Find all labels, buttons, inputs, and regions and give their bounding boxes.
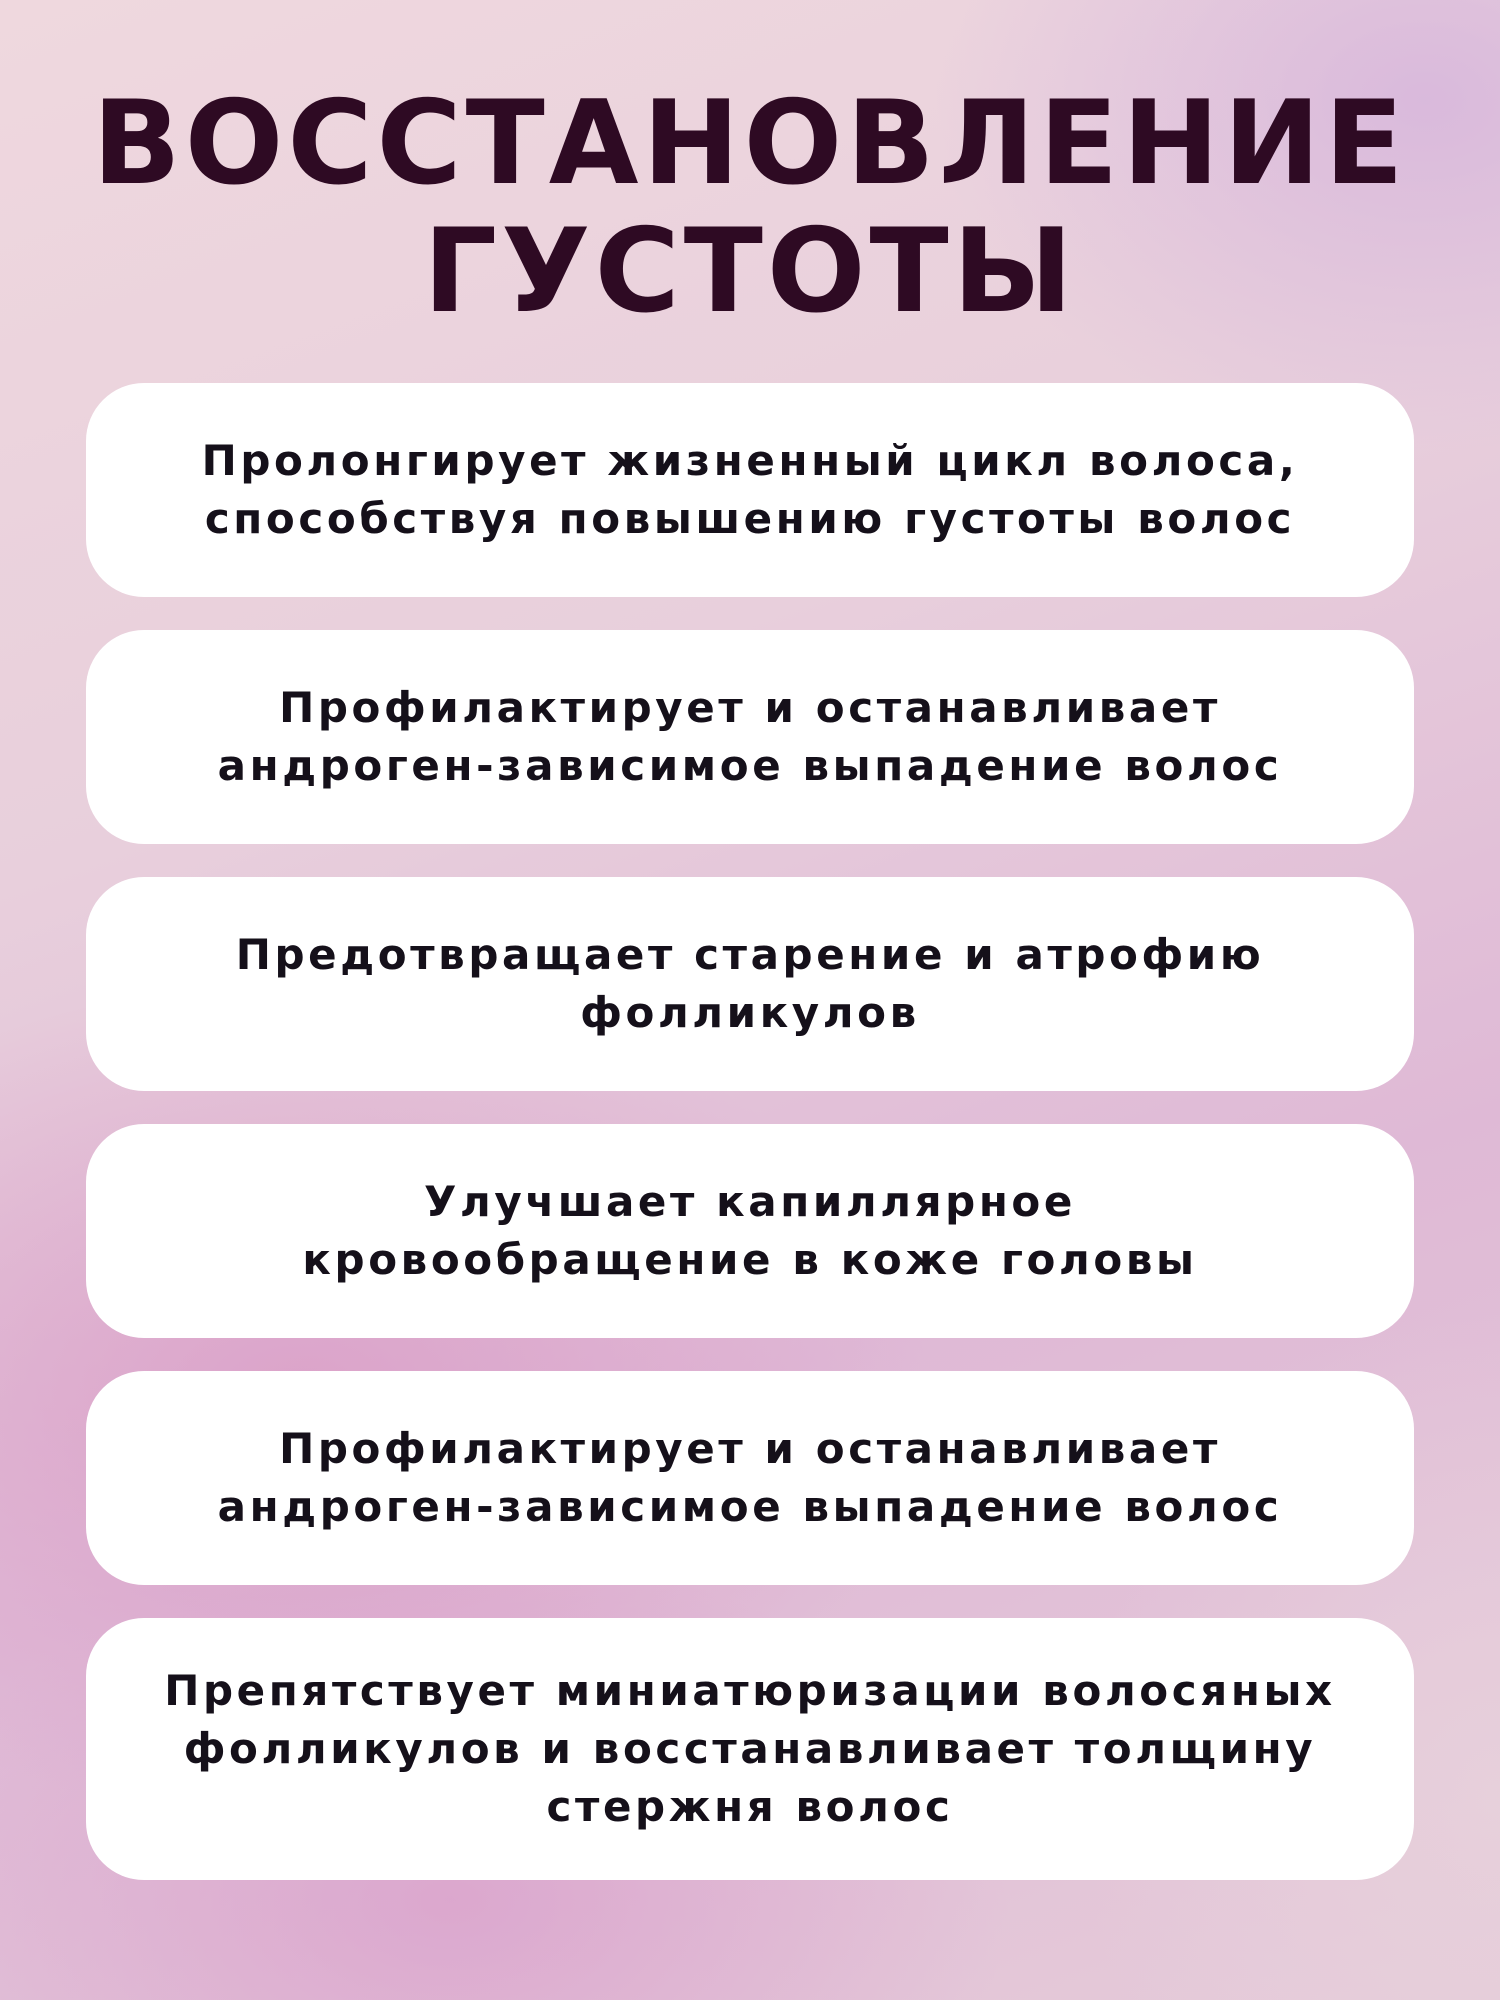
benefit-text: Профилактирует и останавливает андроген-зависимое выпадение волос bbox=[217, 1424, 1283, 1531]
benefit-text: Улучшает капиллярное кровообращение в коже головы bbox=[302, 1177, 1198, 1284]
page-title-line-1: ВОССТАНОВЛЕНИЕ bbox=[92, 76, 1408, 211]
benefit-card-3 bbox=[86, 877, 1414, 1091]
page-title bbox=[0, 76, 1500, 339]
benefit-card-6 bbox=[86, 1618, 1414, 1880]
benefit-card-1 bbox=[86, 383, 1414, 597]
page-title-line-2: ГУСТОТЫ bbox=[423, 204, 1077, 339]
benefit-card-4 bbox=[86, 1124, 1414, 1338]
benefits-list bbox=[86, 383, 1414, 1880]
benefit-text: Профилактирует и останавливает андроген-зависимое выпадение волос bbox=[217, 683, 1283, 790]
benefit-text: Предотвращает старение и атрофию фолликулов bbox=[235, 930, 1265, 1037]
benefit-text: Препятствует миниатюризации волосяных фолликулов и восстанавливает толщину стержня волос bbox=[164, 1666, 1336, 1831]
benefit-card-5 bbox=[86, 1371, 1414, 1585]
benefit-text: Пролонгирует жизненный цикл волоса, способствуя повышению густоты волос bbox=[201, 436, 1299, 543]
benefit-card-2 bbox=[86, 630, 1414, 844]
